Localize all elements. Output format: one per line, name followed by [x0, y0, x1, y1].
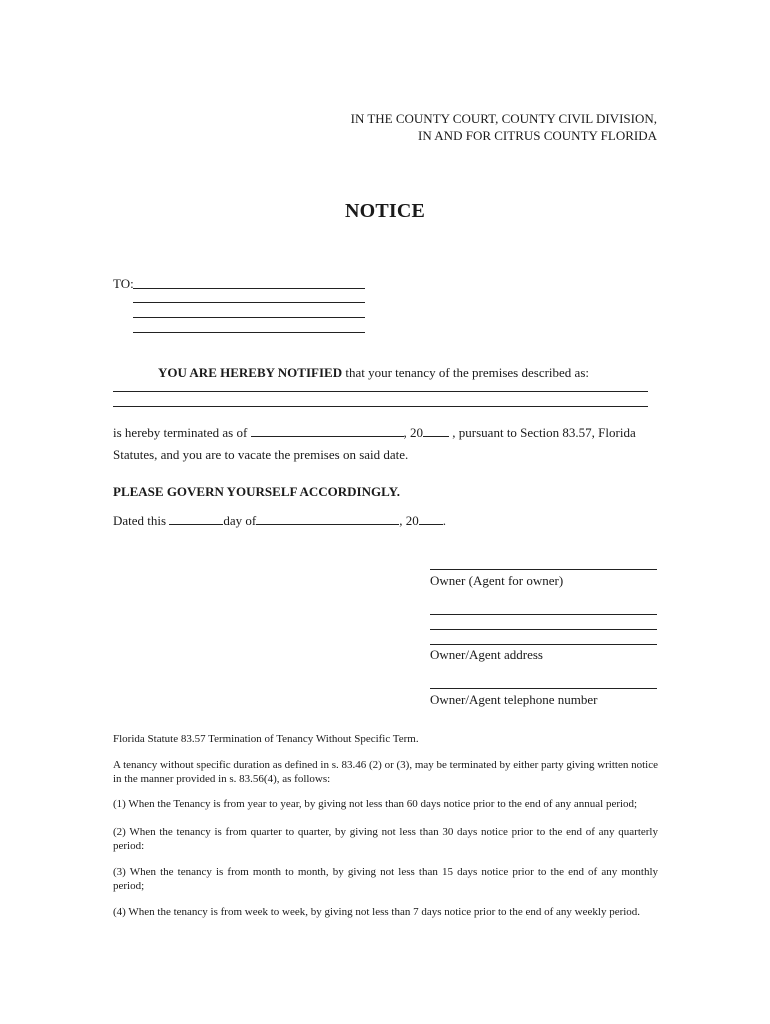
- to-line-2[interactable]: [133, 302, 365, 303]
- notice-sentence: [158, 364, 589, 382]
- termination-line-1: [113, 424, 636, 442]
- to-label: TO:: [113, 276, 134, 291]
- termination-date-field[interactable]: [251, 424, 404, 437]
- to-line-1[interactable]: [133, 288, 365, 289]
- dated-day-of: day of: [223, 513, 257, 528]
- termination-part-3: , pursuant to Section 83.57, Florida: [449, 425, 636, 440]
- address-line-2[interactable]: [430, 629, 657, 630]
- address-line-3[interactable]: [430, 644, 657, 645]
- dated-year: , 20: [399, 513, 419, 528]
- termination-part-1: is hereby terminated as of: [113, 425, 248, 440]
- dated-day-field[interactable]: [169, 512, 223, 525]
- address-label: Owner/Agent address: [430, 647, 543, 662]
- notice-emphasis: YOU ARE HEREBY NOTIFIED: [158, 365, 343, 380]
- owner-signature-line[interactable]: [430, 569, 657, 570]
- premises-line-1[interactable]: [113, 391, 648, 392]
- court-header-line-2: IN AND FOR CITRUS COUNTY FLORIDA: [418, 128, 657, 143]
- address-line-1[interactable]: [430, 614, 657, 615]
- phone-label: Owner/Agent telephone number: [430, 692, 598, 707]
- termination-line-2: Statutes, and you are to vacate the premises on said date.: [113, 447, 409, 462]
- owner-label: Owner (Agent for owner): [430, 573, 564, 588]
- dated-month-field[interactable]: [256, 512, 399, 525]
- statute-item-2: (2) When the tenancy is from quarter to quarter, by giving not less than 30 days notice prior to the end of any quarterly period:: [113, 826, 658, 852]
- phone-line[interactable]: [430, 688, 657, 689]
- statute-item-1: (1) When the Tenancy is from year to year, by giving not less than 60 days notice prior to the end of any annual period;: [113, 798, 638, 810]
- premises-line-2[interactable]: [113, 406, 648, 407]
- to-line-3[interactable]: [133, 317, 365, 318]
- statute-item-3: (3) When the tenancy is from month to month, by giving not less than 15 days notice prior to the end of any monthly period;: [113, 866, 658, 892]
- dated-line: [113, 512, 446, 530]
- termination-year-field[interactable]: [423, 424, 449, 437]
- notice-rest: that your tenancy of the premises described as:: [342, 365, 589, 380]
- page-title: NOTICE: [344, 200, 426, 222]
- to-line-4[interactable]: [133, 332, 365, 333]
- statute-item-4: (4) When the tenancy is from week to week, by giving not less than 7 days notice prior to the end of any weekly period.: [113, 906, 641, 918]
- dated-prefix: Dated this: [113, 513, 167, 528]
- dated-end: .: [442, 513, 446, 528]
- termination-part-2: , 20: [403, 425, 424, 440]
- govern-statement: PLEASE GOVERN YOURSELF ACCORDINGLY.: [113, 484, 401, 499]
- statute-heading: Florida Statute 83.57 Termination of Tenancy Without Specific Term.: [113, 733, 419, 745]
- court-header-line-1: IN THE COUNTY COURT, COUNTY CIVIL DIVISION,: [350, 111, 657, 126]
- statute-intro: A tenancy without specific duration as defined in s. 83.46 (2) or (3), may be terminated by either party giving written notice in the manner provided in s. 83.56(4), as follows:: [113, 759, 658, 785]
- dated-year-field[interactable]: [419, 512, 443, 525]
